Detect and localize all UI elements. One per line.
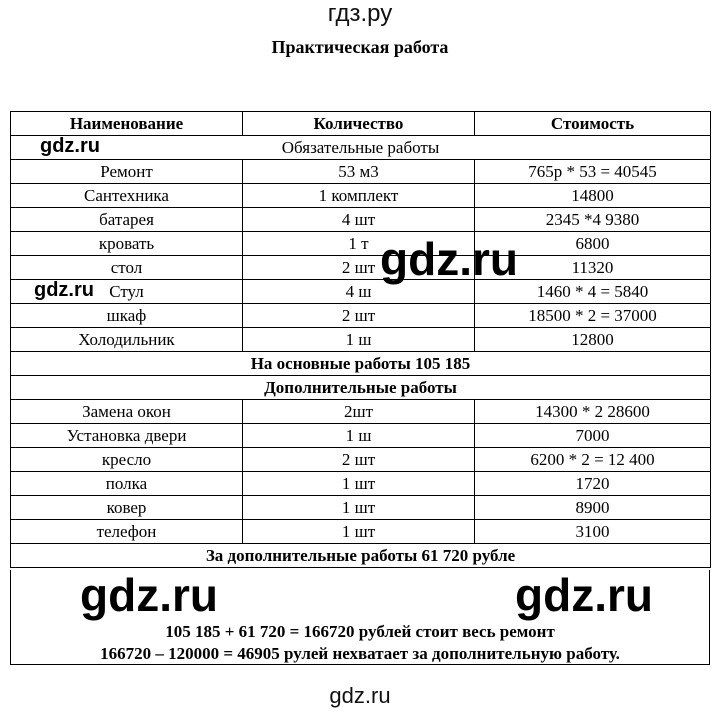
item-cost: 11320 — [475, 256, 711, 280]
item-name: Установка двери — [11, 424, 243, 448]
item-quantity: 4 ш — [243, 280, 475, 304]
item-name: полка — [11, 472, 243, 496]
item-cost: 14800 — [475, 184, 711, 208]
section-title: Дополнительные работы — [11, 376, 711, 400]
item-name: кресло — [11, 448, 243, 472]
item-cost: 7000 — [475, 424, 711, 448]
item-quantity: 2 шт — [243, 256, 475, 280]
item-cost: 6200 * 2 = 12 400 — [475, 448, 711, 472]
watermark-small-2: gdz.ru — [34, 279, 94, 301]
site-footer: gdz.ru — [329, 683, 391, 708]
item-name: ковер — [11, 496, 243, 520]
watermark-small-1: gdz.ru — [40, 135, 100, 157]
header-cost: Стоимость — [475, 112, 711, 136]
section-row-additional — [11, 376, 711, 400]
item-quantity: 1 ш — [243, 424, 475, 448]
page-title: Практическая работа — [271, 37, 449, 57]
item-quantity: 1 шт — [243, 520, 475, 544]
table-row — [11, 472, 711, 496]
item-name: Стул — [11, 280, 243, 304]
item-cost: 14300 * 2 28600 — [475, 400, 711, 424]
table-row — [11, 328, 711, 352]
item-quantity: 1 т — [243, 232, 475, 256]
item-cost: 3100 — [475, 520, 711, 544]
item-quantity: 2шт — [243, 400, 475, 424]
item-name: телефон — [11, 520, 243, 544]
table-row — [11, 232, 711, 256]
item-quantity: 2 шт — [243, 304, 475, 328]
item-quantity: 4 шт — [243, 208, 475, 232]
header-name: Наименование — [11, 112, 243, 136]
table-row — [11, 256, 711, 280]
item-cost: 1720 — [475, 472, 711, 496]
item-cost: 8900 — [475, 496, 711, 520]
section-title: Обязательные работы — [11, 136, 711, 160]
item-cost: 765р * 53 = 40545 — [475, 160, 711, 184]
calculation-line-2: 166720 – 120000 = 46905 рулей нехватает за дополнительную работу. — [100, 644, 620, 663]
item-name: батарея — [11, 208, 243, 232]
calculation-line-1: 105 185 + 61 720 = 166720 рублей стоит весь ремонт — [165, 622, 555, 641]
site-header: гдз.ру — [327, 0, 393, 27]
item-cost: 1460 * 4 = 5840 — [475, 280, 711, 304]
total-text: За дополнительные работы 61 720 рубле — [11, 544, 711, 568]
item-name: Замена окон — [11, 400, 243, 424]
item-name: шкаф — [11, 304, 243, 328]
item-quantity: 1 комплект — [243, 184, 475, 208]
table-row — [11, 424, 711, 448]
table-row — [11, 400, 711, 424]
item-name: Ремонт — [11, 160, 243, 184]
item-cost: 18500 * 2 = 37000 — [475, 304, 711, 328]
table-row — [11, 448, 711, 472]
item-quantity: 1 ш — [243, 328, 475, 352]
item-name: Сантехника — [11, 184, 243, 208]
item-name: стол — [11, 256, 243, 280]
item-quantity: 53 м3 — [243, 160, 475, 184]
item-quantity: 2 шт — [243, 448, 475, 472]
total-row-additional — [11, 544, 711, 568]
watermark-large-left: gdz.ru — [80, 569, 218, 621]
section-row-mandatory — [11, 136, 711, 160]
cost-table — [10, 111, 711, 568]
table-header-row — [11, 112, 711, 136]
table-row — [11, 160, 711, 184]
header-quantity: Количество — [243, 112, 475, 136]
table-row — [11, 184, 711, 208]
total-row-mandatory — [11, 352, 711, 376]
item-cost: 6800 — [475, 232, 711, 256]
additional-rows — [11, 400, 711, 544]
watermark-large-right: gdz.ru — [515, 569, 653, 621]
total-text: На основные работы 105 185 — [11, 352, 711, 376]
item-cost: 2345 *4 9380 — [475, 208, 711, 232]
item-quantity: 1 шт — [243, 496, 475, 520]
item-cost: 12800 — [475, 328, 711, 352]
table-row — [11, 520, 711, 544]
item-name: кровать — [11, 232, 243, 256]
table-row — [11, 208, 711, 232]
table-row — [11, 304, 711, 328]
mandatory-rows — [11, 160, 711, 352]
watermark-large-center: gdz.ru — [380, 233, 518, 285]
table-row — [11, 280, 711, 304]
table-row — [11, 496, 711, 520]
item-quantity: 1 шт — [243, 472, 475, 496]
item-name: Холодильник — [11, 328, 243, 352]
